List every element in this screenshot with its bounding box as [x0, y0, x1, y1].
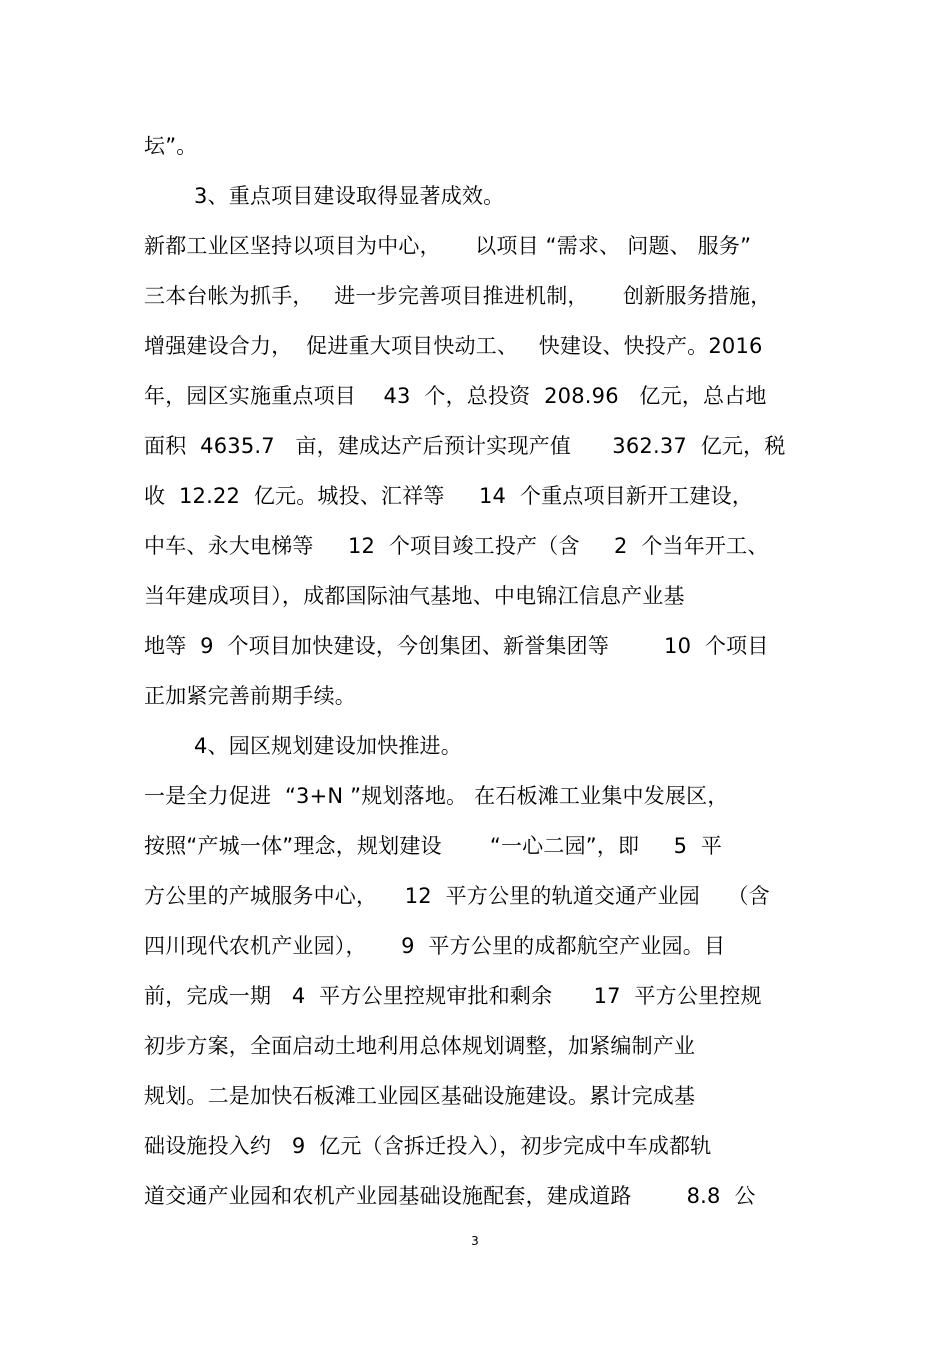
text-line: 年，园区实施重点项目 43 个，总投资 208.96 亿元，总占地 — [144, 384, 767, 408]
text-line: 面积 4635.7 亩，建成达产后预计实现产值 362.37 亿元，税 — [144, 434, 786, 458]
text-line: 规划。二是加快石板滩工业园区基础设施建设。累计完成基 — [144, 1084, 696, 1108]
text-line: 一是全力促进 “3+N ”规划落地。 在石板滩工业集中发展区， — [144, 784, 729, 808]
text-line: 四川现代农机产业园）， 9 平方公里的成都航空产业园。目 — [144, 934, 726, 958]
page-number: 3 — [471, 1234, 479, 1248]
text-line: 方公里的产城服务中心， 12 平方公里的轨道交通产业园 （含 — [144, 884, 770, 908]
text-line: 前，完成一期 4 平方公里控规审批和剩余 17 平方公里控规 — [144, 984, 762, 1008]
text-line: 三本台帐为抓手， 进一步完善项目推进机制， 创新服务措施， — [144, 284, 772, 308]
text-line: 增强建设合力， 促进重大项目快动工、 快建设、快投产。2016 — [144, 334, 763, 358]
text-line: 按照“产城一体”理念，规划建设 “一心二园”，即 5 平 — [144, 834, 723, 858]
text-line: 正加紧完善前期手续。 — [144, 684, 356, 708]
text-line: 收 12.22 亿元。城投、汇祥等 14 个重点项目新开工建设， — [144, 484, 754, 508]
text-line: 初步方案，全面启动土地利用总体规划调整，加紧编制产业 — [144, 1034, 696, 1058]
text-line: 当年建成项目），成都国际油气基地、中电锦江信息产业基 — [144, 584, 685, 608]
text-line: 坛”。 — [144, 134, 198, 158]
text-line: 地等 9 个项目加快建设，今创集团、新誉集团等 10 个项目 — [144, 634, 769, 658]
section-heading: 3、重点项目建设取得显著成效。 — [194, 184, 505, 208]
section-heading: 4、园区规划建设加快推进。 — [194, 734, 462, 758]
text-line: 中车、永大电梯等 12 个项目竣工投产（含 2 个当年开工、 — [144, 534, 769, 558]
text-line: 础设施投入约 9 亿元（含拆迁投入），初步完成中车成都轨 — [144, 1134, 712, 1158]
text-line: 新都工业区坚持以项目为中心， 以项目 “需求、 问题、 服务” — [144, 234, 752, 258]
text-line: 道交通产业园和农机产业园基础设施配套，建成道路 8.8 公 — [144, 1184, 756, 1208]
